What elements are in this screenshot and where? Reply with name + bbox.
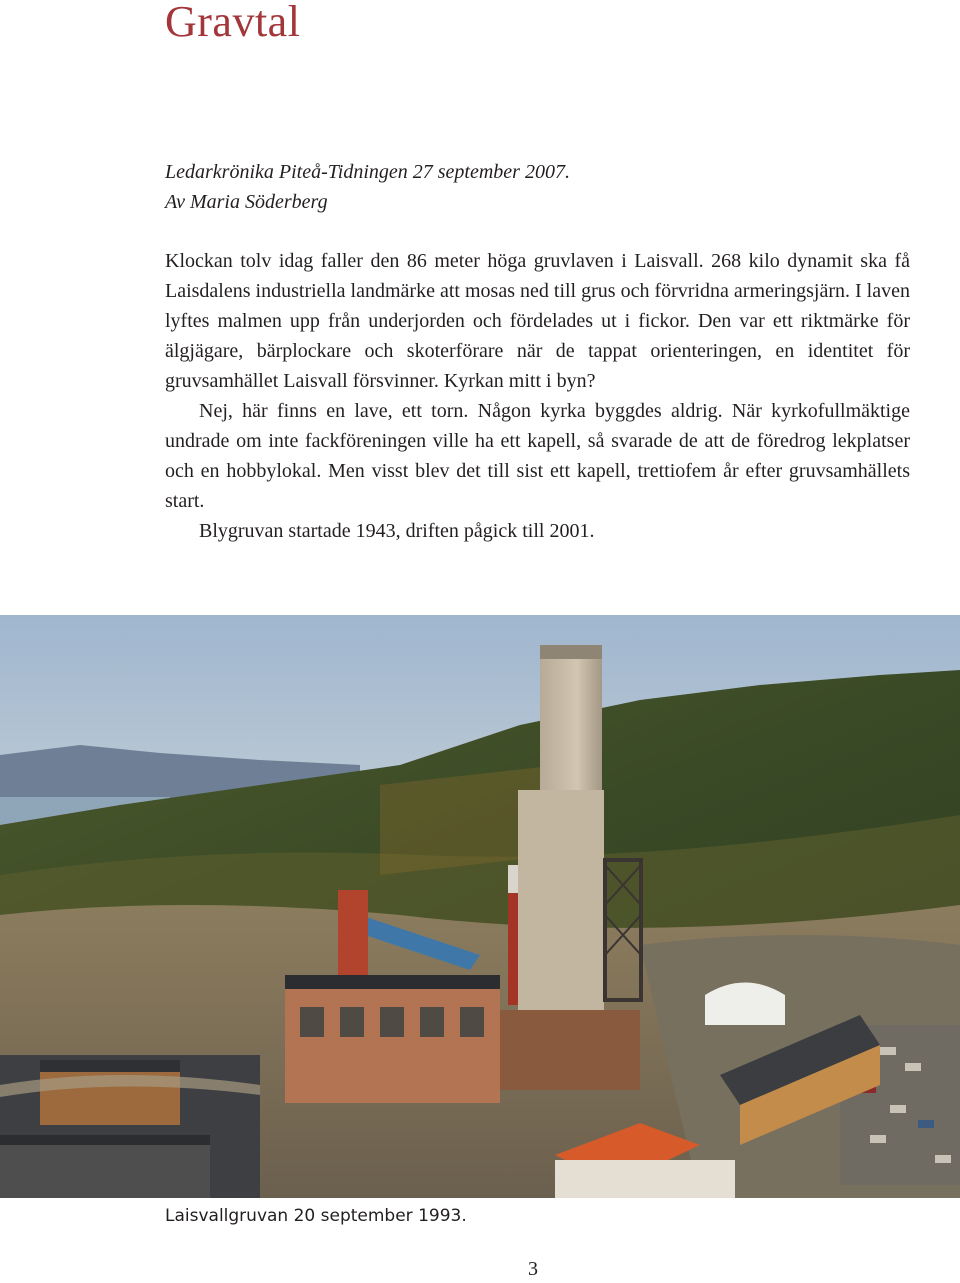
byline [165,157,570,217]
page-title: Gravtal [165,0,301,46]
byline-source: Ledarkrönika Piteå-Tidningen 27 september 2007. [165,161,570,183]
photo-caption: Laisvallgruvan 20 september 1993. [165,1206,467,1226]
article-body [165,246,910,546]
page-number: 3 [528,1258,538,1280]
paragraph-1: Klockan tolv idag faller den 86 meter höga gruvlaven i Laisvall. 268 kilo dynamit ska få Laisdalens industriella landmärke att mosas ned till grus och förvridna armeringsjärn. I laven lyftes malmen upp från underjorden och fördelades ut i fickor. Den var ett riktmärke för älgjägare, bärplockare och skoterförare när de tappat orienteringen, en identitet för gruvsamhället Laisvall försvinner. Kyrkan mitt i byn? [165,250,910,392]
byline-author: Av Maria Söderberg [165,191,328,213]
paragraph-3: Blygruvan startade 1943, driften pågick till 2001. [199,520,595,542]
mine-photo [0,615,960,1198]
paragraph-2: Nej, här finns en lave, ett torn. Någon kyrka byggdes aldrig. När kyrkofullmäktige undrade om inte fackföreningen ville ha ett kapell, så svarade de att de föredrog lekplatser och en hobbylokal. Men visst blev det till sist ett kapell, trettiofem år efter gruvsamhällets start. [165,400,910,512]
